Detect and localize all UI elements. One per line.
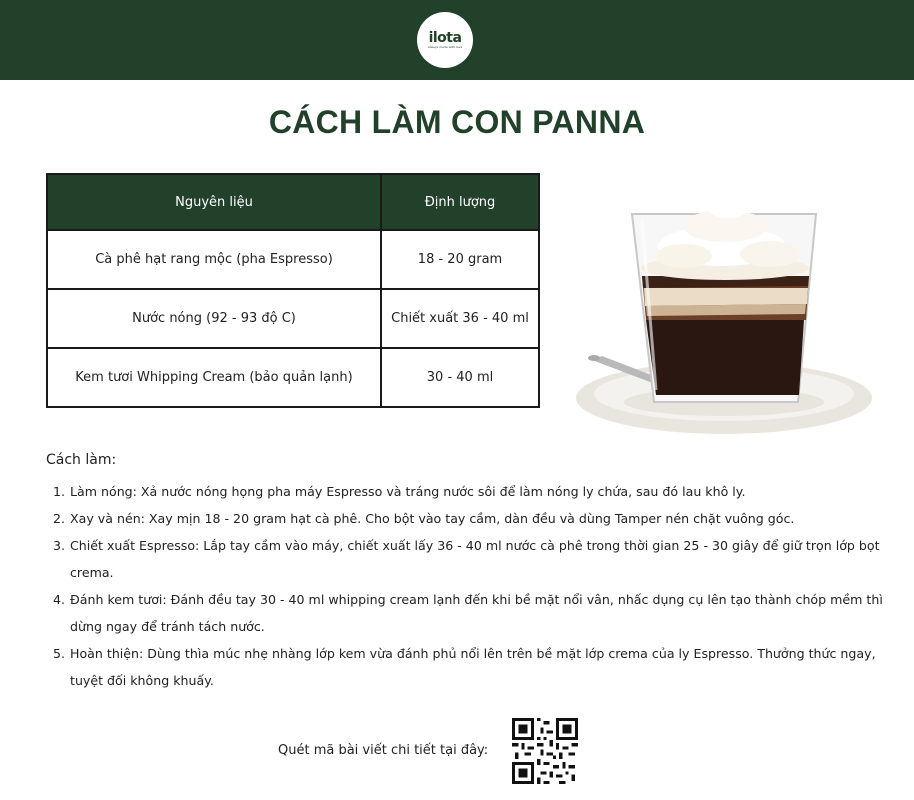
list-item: 5. Hoàn thiện: Dùng thìa múc nhẹ nhàng lớp kem vừa đánh phủ nổi lên trên bề mặt lớp crema của ly Espresso. Thưởng thức ngay, tuyệt đối không khuấy. [69,640,911,694]
steps-heading: Cách làm: [46,452,117,468]
amount-cell: 18 - 20 gram [381,230,539,289]
header-ingredient: Nguyên liệu [47,174,381,230]
steps-list [46,478,911,694]
ingredient-cell: Kem tươi Whipping Cream (bảo quản lạnh) [47,348,381,407]
brand-logo[interactable] [417,12,473,68]
amount-cell: 30 - 40 ml [381,348,539,407]
header-amount: Định lượng [381,174,539,230]
header-bar [0,0,914,80]
list-item: 2. Xay và nén: Xay mịn 18 - 20 gram hạt cà phê. Cho bột vào tay cầm, dàn đều và dùng Tamper nén chặt vuông góc. [69,505,911,532]
list-item: 1. Làm nóng: Xả nước nóng họng pha máy Espresso và tráng nước sôi để làm nóng ly chứa, sau đó lau khô ly. [69,478,911,505]
table-row [47,289,539,348]
ingredient-cell: Nước nóng (92 - 93 độ C) [47,289,381,348]
ingredient-cell: Cà phê hạt rang mộc (pha Espresso) [47,230,381,289]
logo-tagline: Always made with love [427,45,463,49]
list-item: 4. Đánh kem tươi: Đánh đều tay 30 - 40 ml whipping cream lạnh đến khi bề mặt nổi vân, nhấc dụng cụ lên tạo thành chóp mềm thì dừng ngay để tránh tách nước. [69,586,911,640]
logo-text: ilota [428,30,462,46]
page-title: CÁCH LÀM CON PANNA [268,104,646,140]
table-row [47,230,539,289]
list-item: 3. Chiết xuất Espresso: Lắp tay cầm vào máy, chiết xuất lấy 36 - 40 ml nước cà phê trong thời gian 25 - 30 giây để giữ trọn lớp bọt crema. [69,532,911,586]
ingredients-table [46,173,540,408]
table-header-row [47,174,539,230]
table-row [47,348,539,407]
amount-cell: Chiết xuất 36 - 40 ml [381,289,539,348]
con-panna-photo [572,190,878,442]
qr-code-icon[interactable] [512,718,578,784]
qr-label: Quét mã bài viết chi tiết tại đây: [278,743,489,758]
